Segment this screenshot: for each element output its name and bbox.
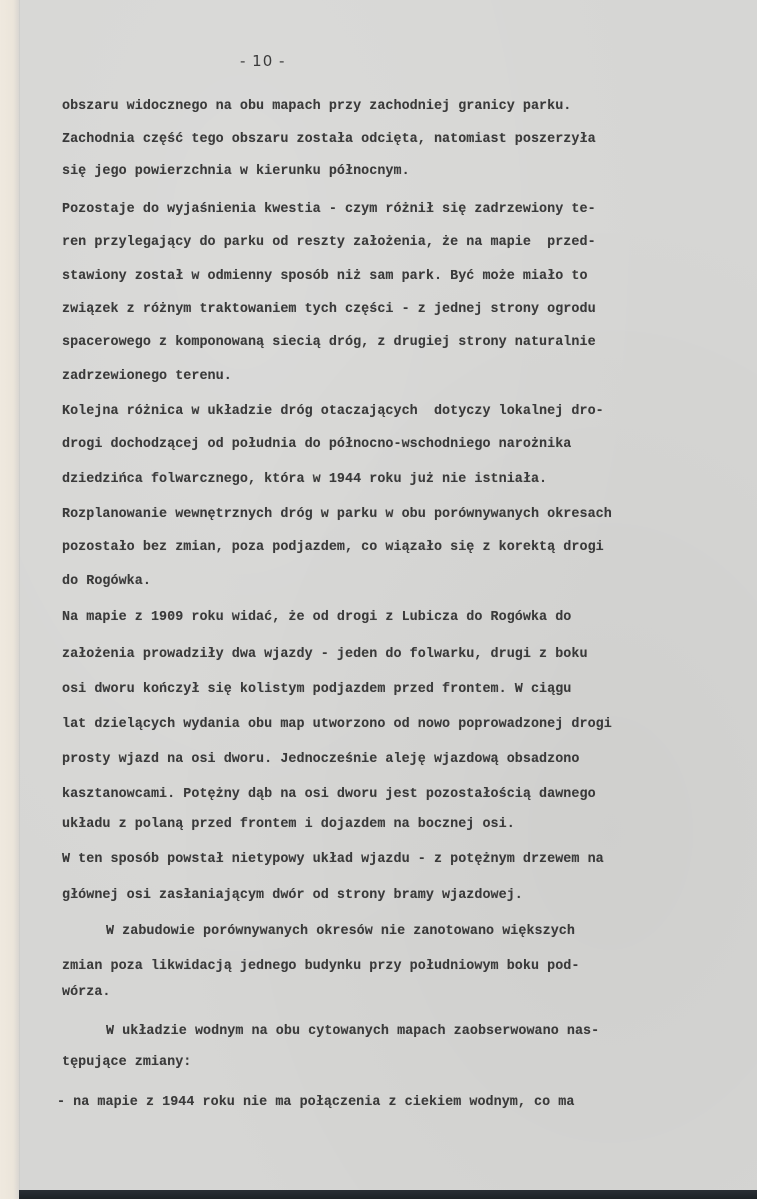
text-line: Kolejna różnica w układzie dróg otaczających dotyczy lokalnej dro-: [62, 404, 604, 419]
text-line: Pozostaje do wyjaśnienia kwestia - czym różnił się zadrzewiony te-: [62, 202, 596, 217]
text-line: stawiony został w odmienny sposób niż sam park. Być może miało to: [62, 269, 588, 284]
text-line: W zabudowie porównywanych okresów nie zanotowano większych: [106, 924, 575, 939]
text-line: kasztanowcami. Potężny dąb na osi dworu jest pozostałością dawnego: [62, 787, 596, 802]
text-line: zadrzewionego terenu.: [62, 369, 232, 384]
text-line: pozostało bez zmian, poza podjazdem, co wiązało się z korektą drogi: [62, 540, 604, 555]
text-line: W ten sposób powstał nietypowy układ wjazdu - z potężnym drzewem na: [62, 852, 604, 867]
text-line: zmian poza likwidacją jednego budynku przy południowym boku pod-: [62, 959, 580, 974]
text-line: W układzie wodnym na obu cytowanych mapach zaobserwowano nas-: [106, 1024, 600, 1039]
scan-bottom-edge: [19, 1190, 757, 1199]
text-line: głównej osi zasłaniającym dwór od strony bramy wjazdowej.: [62, 888, 523, 903]
text-line: ren przylegający do parku od reszty założenia, że na mapie przed-: [62, 235, 596, 250]
text-line: obszaru widocznego na obu mapach przy zachodniej granicy parku.: [62, 99, 572, 114]
text-line: się jego powierzchnia w kierunku północnym.: [62, 164, 410, 179]
text-line: - na mapie z 1944 roku nie ma połączenia z ciekiem wodnym, co ma: [57, 1095, 575, 1110]
text-line: tępujące zmiany:: [62, 1055, 192, 1070]
text-line: Rozplanowanie wewnętrznych dróg w parku w obu porównywanych okresach: [62, 507, 612, 522]
text-line: założenia prowadziły dwa wjazdy - jeden do folwarku, drugi z boku: [62, 647, 588, 662]
text-line: Na mapie z 1909 roku widać, że od drogi z Lubicza do Rogówka do: [62, 610, 572, 625]
text-line: osi dworu kończył się kolistym podjazdem przed frontem. W ciągu: [62, 682, 572, 697]
text-line: do Rogówka.: [62, 574, 151, 589]
text-line: drogi dochodzącej od południa do północno-wschodniego narożnika: [62, 437, 572, 452]
text-line: związek z różnym traktowaniem tych części - z jednej strony ogrodu: [62, 302, 596, 317]
scan-margin-strip: [0, 0, 19, 1199]
text-line: Zachodnia część tego obszaru została odcięta, natomiast poszerzyła: [62, 132, 596, 147]
text-line: dziedzińca folwarcznego, która w 1944 roku już nie istniała.: [62, 472, 548, 487]
text-line: prosty wjazd na osi dworu. Jednocześnie aleję wjazdową obsadzono: [62, 752, 580, 767]
page-number: - 10 -: [240, 52, 286, 70]
text-line: układu z polaną przed frontem i dojazdem na bocznej osi.: [62, 817, 515, 832]
text-line: wórza.: [62, 985, 111, 1000]
text-line: spacerowego z komponowaną siecią dróg, z drugiej strony naturalnie: [62, 335, 596, 350]
text-line: lat dzielących wydania obu map utworzono od nowo poprowadzonej drogi: [62, 717, 612, 732]
